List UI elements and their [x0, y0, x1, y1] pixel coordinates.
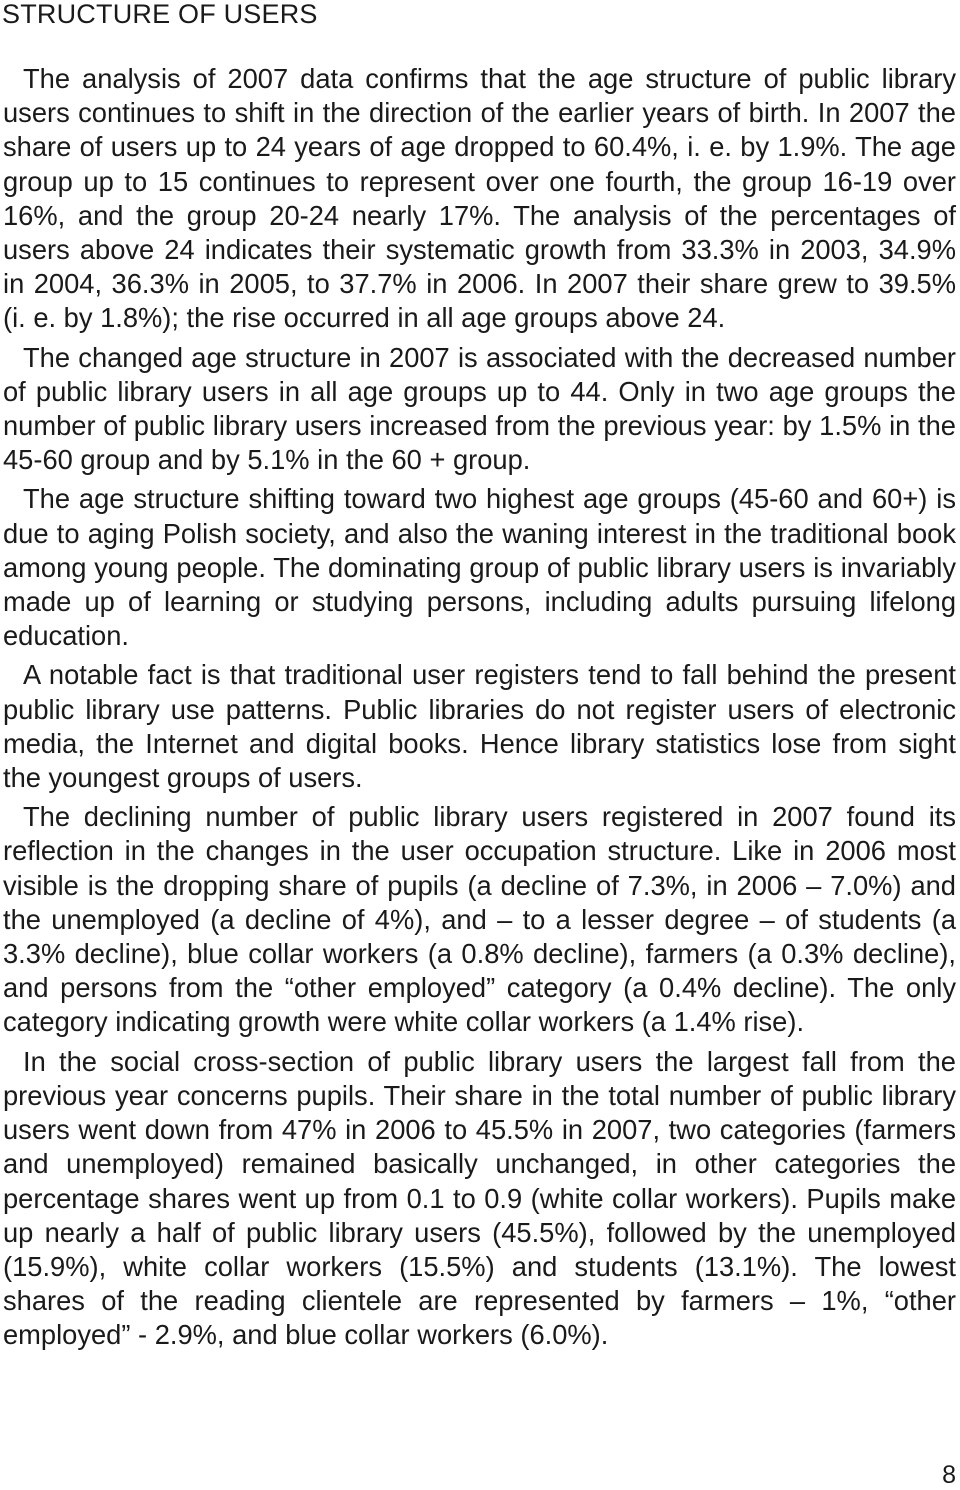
paragraph-occupation-structure: The declining number of public library users registered in 2007 found its reflection in the changes in the user occupation structure. Like in 2006 most visible is the dropping share of pupils (a decline of 7.3%, in 2006 – 7.0%) and the unemployed (a decline of 4%), and – to a lesser degree – of students (a 3.3% decline), blue collar workers (a 0.8% decline), farmers (a 0.3% decline), and persons from the “other employed” category (a 0.4% decline). The only category indicating growth were white collar workers (a 1.4% rise). [3, 801, 956, 1038]
body-text [3, 62, 956, 1358]
page-number: 8 [942, 1461, 956, 1489]
paragraph-changed-age-structure: The changed age structure in 2007 is associated with the decreased number of public library users in all age groups up to 44. Only in two age groups the number of public library users increased from the previous year: by 1.5% in the 45-60 group and by 5.1% in the 60 + group. [3, 341, 956, 476]
paragraph-user-registers: A notable fact is that traditional user registers tend to fall behind the present public library use patterns. Public libraries do not register users of electronic media, the Internet and digital books. Hence library statistics lose from sight the youngest groups of users. [3, 659, 956, 794]
paragraph-social-cross-section: In the social cross-section of public library users the largest fall from the previous year concerns pupils. Their share in the total number of public library users went down from 47% in 2006 to 45.5% in 2007, two categories (farmers and unemployed) remained basically unchanged, in other categories the percentage shares went up from 0.1 to 0.9 (white collar workers). Pupils make up nearly a half of public library users (45.5%), followed by the unemployed (15.9%), white collar workers (15.5%) and students (13.1%). The lowest shares of the reading clientele are represented by farmers – 1%, “other employed” - 2.9%, and blue collar workers (6.0%). [3, 1045, 956, 1351]
paragraph-age-shift-causes: The age structure shifting toward two highest age groups (45-60 and 60+) is due to aging Polish society, and also the waning interest in the traditional book among young people. The dominating group of public library users is invariably made up of learning or studying persons, including adults pursuing lifelong education. [3, 483, 956, 652]
section-heading: STRUCTURE OF USERS [2, 0, 318, 29]
paragraph-age-structure: The analysis of 2007 data confirms that the age structure of public library users continues to shift in the direction of the earlier years of birth. In 2007 the share of users up to 24 years of age dropped to 60.4%, i. e. by 1.9%. The age group up to 15 continues to represent over one fourth, the group 16-19 over 16%, and the group 20-24 nearly 17%. The analysis of the percentages of users above 24 indicates their systematic growth from 33.3% in 2003, 34.9% in 2004, 36.3% in 2005, to 37.7% in 2006. In 2007 their share grew to 39.5% (i. e. by 1.8%); the rise occurred in all age groups above 24. [3, 63, 956, 334]
